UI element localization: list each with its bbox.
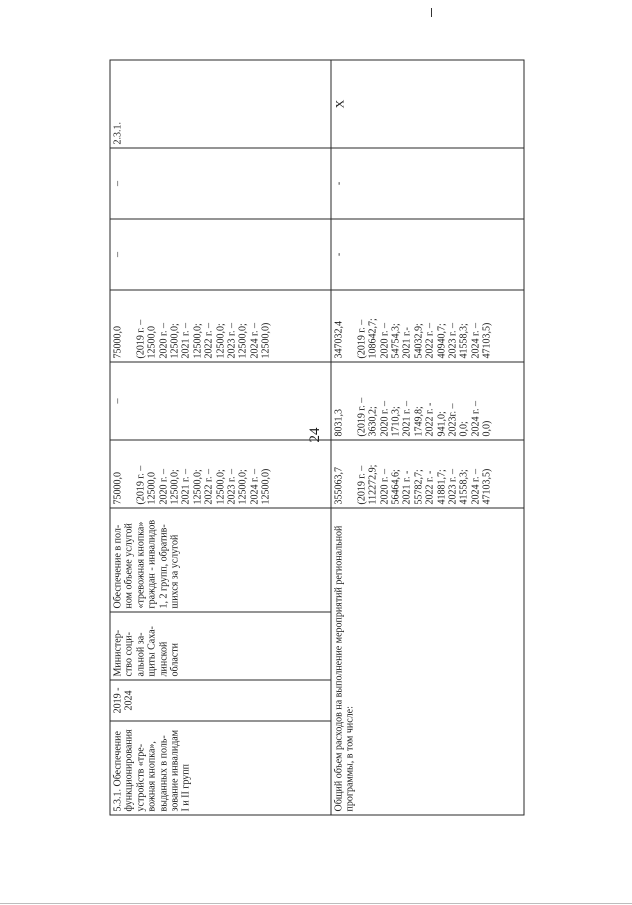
result-cell: Обеспечение в пол-ном объеме услугой «тревожная кнопка» граждан - инвалидов 1, 2 групп, обратив-шихся за услугой (110, 508, 331, 612)
executor-cell: Министер-ство соци-альной за-щиты Саха-линской области (110, 612, 331, 680)
period-cell: 2019 - 2024 (110, 680, 331, 721)
local-budget-cell: - (331, 219, 524, 290)
table-row (331, 60, 524, 815)
activity-name-cell: 5.3.1. Обеспечение функционирования устройств «тре-вожная кнопка», выданных в поль-зование инвалидам I и II групп (110, 721, 331, 815)
local-budget-cell: – (110, 219, 331, 290)
indicator-cell: 2.3.1. (110, 60, 331, 148)
total-expenses-label-cell: Общий объем расходов на выполнение мероприятий региональной программы, в том числе: (331, 508, 524, 815)
total-amount-cell: 75000,0 (2019 г. – 12500,0 2020 г. – 12500,0; 2021 г. – 12500,0; 2022 г. – 12500,0; 2023 г. – 12500,0; 2024 г. – 12500,0) (110, 440, 331, 508)
federal-budget-cell: 8031,3 (2019 г. – 3630,2; 2020 г. – 1710,3; 2021 г. – 1749,8; 2022 г. - 941,0; 2023г. – 0,0; 2024 г. – 0,0) (331, 362, 524, 440)
table-row (110, 60, 331, 815)
regional-budget-cell: 347032,4 (2019 г. – 108642,7; 2020 г. – 54754,3; 2021 г.- 54032,9; 2022 г. – 40940,7; 2023 г. – 41558,3; 2024 г. – 47103,5) (331, 290, 524, 362)
program-activities-table (109, 60, 524, 816)
indicator-cell: X (331, 60, 524, 148)
scan-mark (431, 8, 432, 17)
total-amount-cell: 355063,7 (2019 г. – 112272,9; 2020 г. – 56464,6; 2021 г. - 55782,7; 2022 г. - 41881,7; 2023 г. – 41558,3; 2024 г. – 47103,5) (331, 440, 524, 508)
regional-budget-cell: 75000,0 (2019 г. – 12500,0 2020 г. – 12500,0; 2021 г. – 12500,0; 2022 г. – 12500,0; 2023 г. – 12500,0; 2024 г. – 12500,0) (110, 290, 331, 362)
other-sources-cell: – (110, 148, 331, 219)
rotated-table-container (109, 61, 523, 816)
federal-budget-cell: – (110, 362, 331, 440)
other-sources-cell: - (331, 148, 524, 219)
page-number: 24 (306, 427, 323, 443)
scan-edge-line (0, 903, 632, 904)
